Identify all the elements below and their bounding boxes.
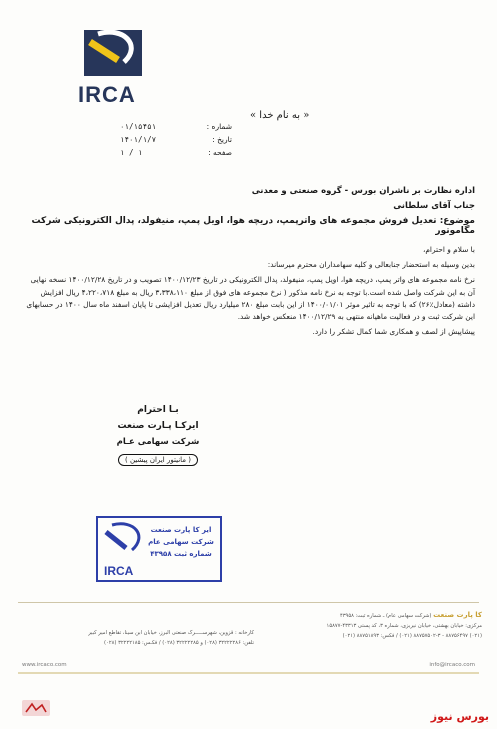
signature-block [108,405,208,466]
recipient-block [252,184,475,214]
stamp-logo-text: IRCA [104,564,134,578]
footer-brand: کا پارت صنعت [433,611,482,619]
recipient-person: جناب آقای سلطانی [393,201,475,211]
footer-office [260,610,482,641]
company-logo [78,30,148,108]
body-paragraph: نرخ نامه مجموعه های واتر پمپ، دریچه هوا، اویل پمپ، منیفولد، پدال الکترونیکی در تاریخ ۱۴۰۰/۱۲/۲۳ تصویب و در تاریخ ۱۴۰۰/۱۲/۲۸ نسخه نهایی آن به این شرکت واصل شده است.با توجه به نرخ نامه مذکور ( نرخ مجموعه های فوق از مبلغ ۳،۳۳۸،۱۱۰ ریال به مبلغ ۴،۲۲۰،۷۱۸ ریال افزایش داشته (معادل٪۲۶) که با توجه به تاثیر موثر ۱۴۰۰/۰۱/۰۱ از این بابت مبلغ ۲۸۰ میلیارد ریال تعدیل افزایشی تا پایان اسفند ماه سال ۱۴۰۰ در حسابهای این شرکت ثبت و در فعالیت ماهیانه منتهی به ۱۴۰۰/۱۲/۲۹ منعکس خواهد شد. [26,275,475,322]
stamp-text [148,524,214,560]
meta-page [120,146,232,159]
news-logo-icon [22,700,50,716]
office-phone: (۰۲۱) ۸۸۷۵۶۴۹۷ - ۸۸۷۵۷۵۰۲-۳ (۰۲۱) / فکس: ۸۸۷۵۱۸۹۳ (۰۲۱) [342,633,482,639]
stamp-logo-icon [102,522,146,562]
letter-body [22,244,475,341]
letter-meta [120,120,232,159]
factory-address: کارخانه : قزوین، شهرســـــرک صنعتی البرز، خیابان ابن سینا، تقاطع امیر کبیر [88,630,254,636]
irca-logo-icon [84,30,142,76]
letter-subject: موضوع: تعدیل فروش مجموعه های واترپمپ، دریچه هوا، اویل پمپ، منیفولد، پدال الکترونیکی شرکت مگاموتور [31,216,475,236]
stamp-type: شرکت سهامی عام [148,538,214,546]
site-name: بورس نیوز [430,710,489,723]
email-link[interactable]: info@ircaco.com [429,662,475,668]
footer-brand-suffix: (شرکت سهامی عام) ـ شماره ثبت: ۴۳۹۵۸ [339,613,432,619]
factory-phone: تلفن: ۳۲۲۲۲۲۸۶ (۰۲۸) و ۳۲۲۲۲۲۸۵ (۰۲۸) / فکـس: ۳۲۲۲۲۱۸۵ (۰۲۸) [104,640,254,646]
stamp-registration: شماره ثبت ۴۳۹۵۸ [150,550,212,558]
greeting: با سلام و احترام، [422,245,475,254]
signature-type: شرکت سهامی عـام [116,437,200,447]
footer-divider [18,602,479,603]
logo-text: IRCA [78,82,136,107]
signature-closing: بـا احترام [137,405,179,415]
meta-label: تاریخ : [212,135,232,144]
website-link[interactable]: www.ircaco.com [22,662,67,668]
company-stamp [96,516,222,582]
footer-contact [18,662,479,672]
meta-value: ۱ / ۱ [120,148,143,157]
office-address: مرکزی: خیابان بهشتی، خیابان نیریزی، شماره ۳، کد پستی ۴۳۳۱۳-۱۵۸۷۷ [326,623,482,629]
recipient-office: اداره نظارت بر ناشران بورس - گروه صنعتی و معدنی [251,186,475,196]
signature-company: ایرکـا پـارت صنعت [117,421,199,431]
footer-bar [18,672,479,674]
meta-label: صفحه : [208,148,232,157]
footer-factory [64,628,254,648]
stamp-company: ایر کا پارت صنعت [150,526,212,534]
body-paragraph: پیشاپیش از لصف و همکاری شما کمال تشکر را دارد. [312,327,475,337]
body-paragraph: بدین وسیله به استحضار جنابعالی و کلیه سهامداران محترم میرساند: [267,260,475,270]
meta-value: ۱۴۰۱/۱/۷ [120,135,157,144]
signature-former-name: ( مانیتور ایران پیشین ) [118,454,198,466]
meta-date [120,133,232,146]
meta-label: شماره : [206,122,232,131]
basmala: « به نام خدا » [250,110,310,121]
meta-number [120,120,232,133]
meta-value: ۰۱/۱۵۴۵۱ [120,122,157,131]
